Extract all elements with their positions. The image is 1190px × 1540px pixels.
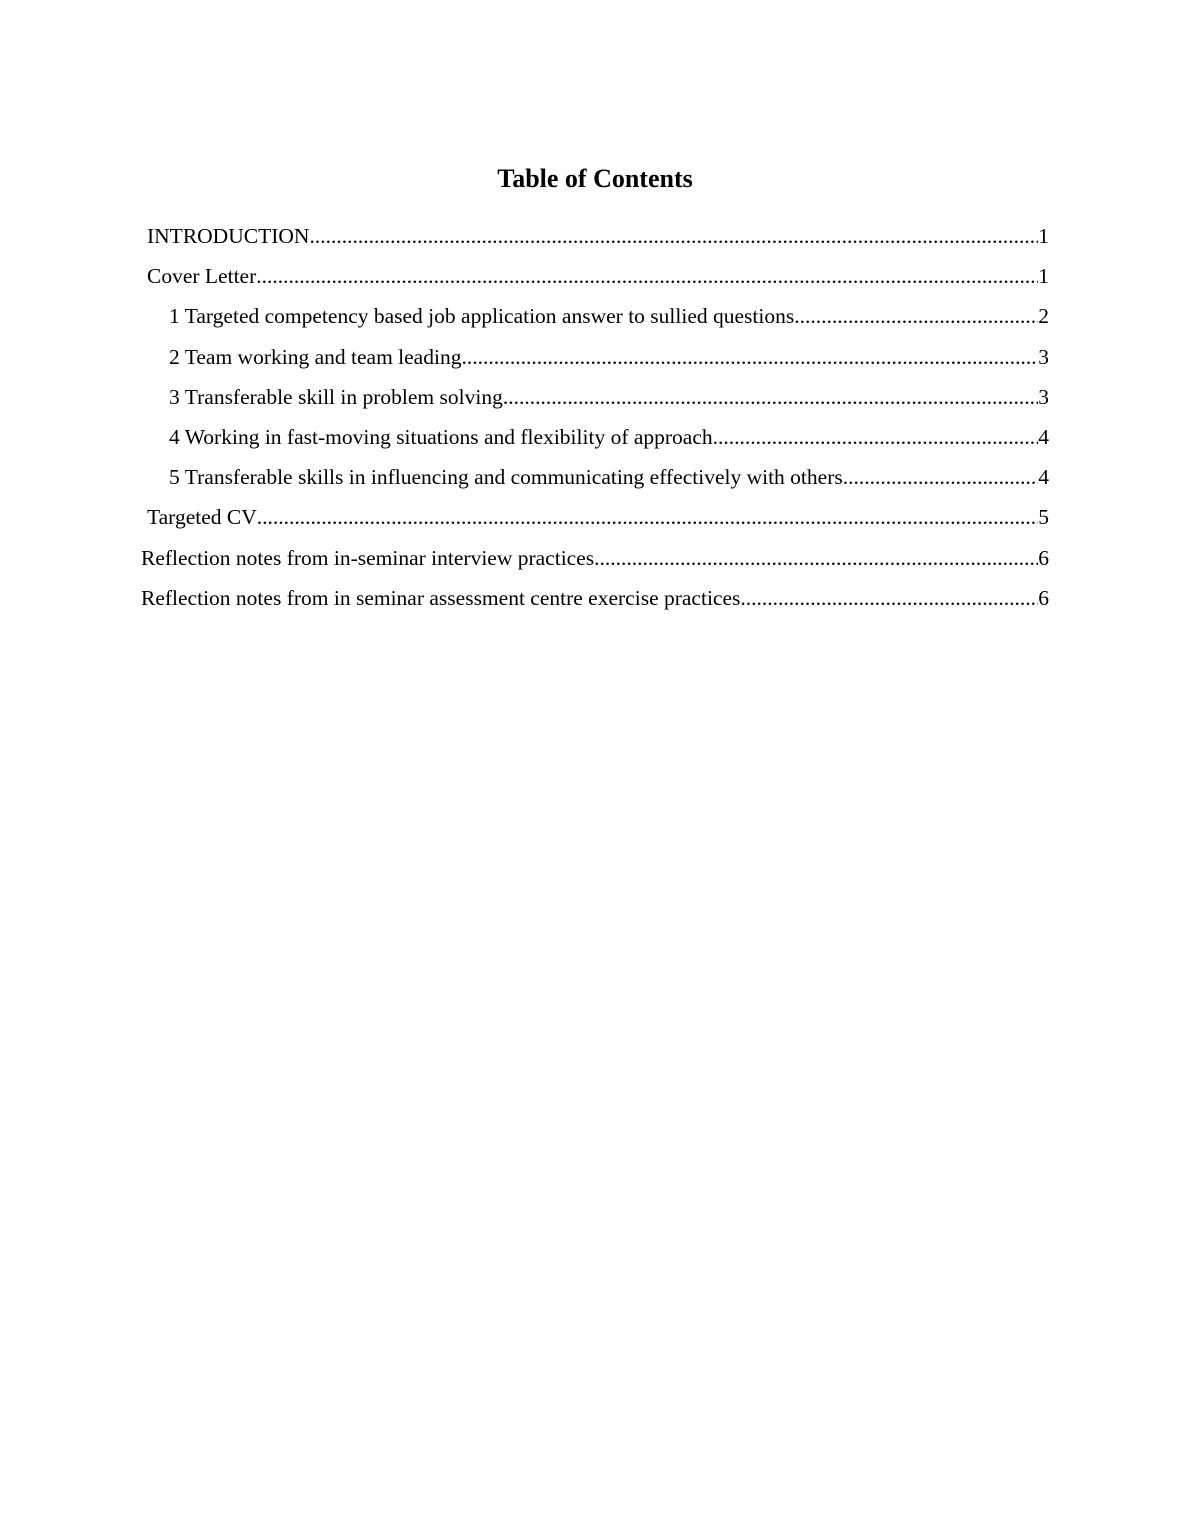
toc-title: Table of Contents (497, 164, 693, 193)
toc-dot-leader (461, 337, 1038, 377)
toc-entry-label: Reflection notes from in seminar assessment centre exercise practices (141, 585, 741, 610)
toc-entry-page-number: 3 (1038, 344, 1049, 369)
toc-entry-label: 4 Working in fast-moving situations and flexibility of approach (169, 424, 713, 449)
toc-dot-leader (794, 296, 1038, 336)
toc-dot-leader (740, 578, 1038, 618)
toc-entry-cover-letter[interactable] (0, 256, 1190, 296)
toc-entry-page-number: 5 (1038, 505, 1049, 530)
toc-entry-targeted-competency[interactable] (0, 296, 1190, 336)
toc-dot-leader (256, 256, 1038, 296)
toc-entry-label: Targeted CV (147, 505, 257, 530)
toc-entry-label: Reflection notes from in-seminar interview practices (141, 545, 595, 570)
toc-entry-reflection-interview[interactable] (0, 538, 1190, 578)
toc-entry-label: 3 Transferable skill in problem solving (169, 384, 503, 409)
toc-entry-influencing[interactable] (0, 457, 1190, 497)
toc-dot-leader (257, 497, 1039, 537)
toc-entry-label: 1 Targeted competency based job application answer to sullied questions (169, 304, 795, 329)
toc-entry-page-number: 4 (1038, 465, 1049, 490)
toc-entry-page-number: 1 (1038, 264, 1049, 289)
toc-entry-introduction[interactable] (0, 216, 1190, 256)
toc-entry-page-number: 6 (1038, 545, 1049, 570)
toc-dot-leader (503, 377, 1038, 417)
toc-entry-team-working[interactable] (0, 337, 1190, 377)
toc-entry-page-number: 3 (1038, 384, 1049, 409)
toc-list (0, 216, 1190, 618)
toc-entry-page-number: 2 (1038, 304, 1049, 329)
toc-dot-leader (713, 417, 1039, 457)
toc-entry-reflection-assessment[interactable] (0, 578, 1190, 618)
toc-entry-targeted-cv[interactable] (0, 497, 1190, 537)
toc-entry-page-number: 4 (1038, 424, 1049, 449)
toc-entry-page-number: 1 (1038, 224, 1049, 248)
toc-entry-label: INTRODUCTION (147, 224, 310, 248)
toc-entry-label: 2 Team working and team leading (169, 344, 462, 369)
toc-dot-leader (594, 538, 1038, 578)
toc-dot-leader (309, 216, 1038, 256)
toc-entry-label: Cover Letter (147, 264, 257, 289)
toc-entry-fast-moving[interactable] (0, 417, 1190, 457)
toc-entry-problem-solving[interactable] (0, 377, 1190, 417)
toc-entry-label: 5 Transferable skills in influencing and communicating effectively with others (169, 465, 843, 490)
toc-entry-page-number: 6 (1038, 585, 1049, 610)
toc-dot-leader (843, 457, 1039, 497)
